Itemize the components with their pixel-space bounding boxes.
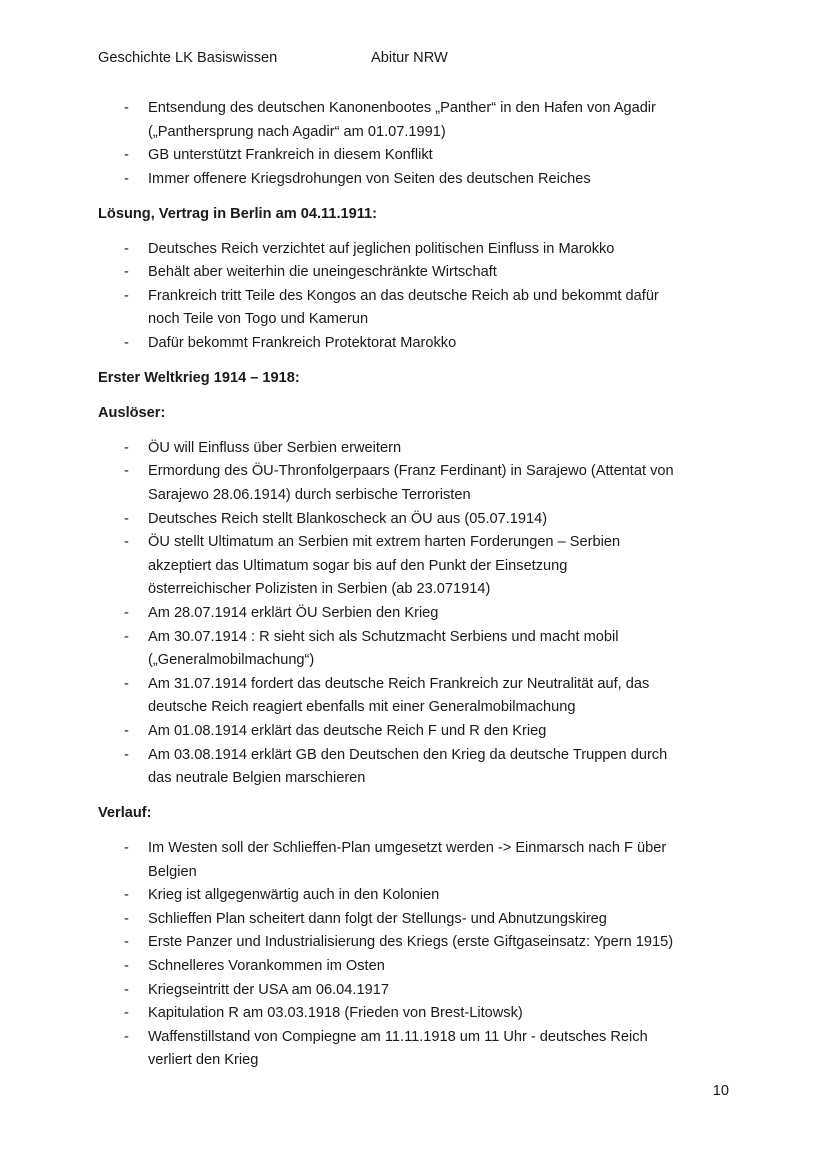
bullet-dash-icon: - bbox=[124, 240, 129, 257]
bullet-dash-icon: - bbox=[124, 887, 129, 904]
bullet-dash-icon: - bbox=[124, 957, 129, 974]
bullet-dash-icon: - bbox=[124, 628, 129, 645]
list-item bbox=[98, 285, 738, 332]
list-item bbox=[98, 238, 738, 262]
list-item-text: Belgien bbox=[148, 863, 197, 880]
list-item-text: Deutsches Reich stellt Blankoscheck an ÖU aus (05.07.1914) bbox=[148, 510, 548, 527]
list-item-text: Entsendung des deutschen Kanonenbootes „Panther“ in den Hafen von Agadir bbox=[148, 99, 656, 116]
list-item bbox=[98, 460, 738, 507]
list-item bbox=[98, 955, 738, 979]
bullet-dash-icon: - bbox=[124, 746, 129, 763]
list-item bbox=[98, 884, 738, 908]
list-item-text: Am 03.08.1914 erklärt GB den Deutschen den Krieg da deutsche Truppen durch bbox=[148, 746, 668, 763]
section-heading: Auslöser: bbox=[98, 405, 166, 422]
section-heading: Verlauf: bbox=[98, 805, 152, 822]
list-item bbox=[98, 1002, 738, 1026]
list-item-text: Ermordung des ÖU-Thronfolgerpaars (Franz Ferdinant) in Sarajewo (Attentat von bbox=[148, 463, 674, 480]
page-header bbox=[98, 47, 738, 71]
list-item bbox=[98, 931, 738, 955]
bullet-dash-icon: - bbox=[124, 510, 129, 527]
list-item bbox=[98, 531, 738, 602]
page-number: 10 bbox=[712, 1083, 729, 1099]
bullet-dash-icon: - bbox=[124, 934, 129, 951]
list-item-text: akzeptiert das Ultimatum sogar bis auf den Punkt der Einsetzung bbox=[148, 557, 568, 574]
list-item-text: Krieg ist allgegenwärtig auch in den Kolonien bbox=[148, 887, 440, 904]
document-page bbox=[98, 47, 738, 1073]
bullet-dash-icon: - bbox=[124, 534, 129, 551]
list-item-text: Erste Panzer und Industrialisierung des Kriegs (erste Giftgaseinsatz: Ypern 1915) bbox=[148, 934, 674, 951]
list-item-text: Immer offenere Kriegsdrohungen von Seiten des deutschen Reiches bbox=[148, 170, 591, 187]
list-item bbox=[98, 602, 738, 626]
bullet-dash-icon: - bbox=[124, 439, 129, 456]
bullet-dash-icon: - bbox=[124, 723, 129, 740]
list-item-text: Am 28.07.1914 erklärt ÖU Serbien den Krieg bbox=[148, 605, 439, 622]
bullet-list bbox=[98, 437, 738, 791]
bullet-dash-icon: - bbox=[124, 334, 129, 351]
bullet-dash-icon: - bbox=[124, 463, 129, 480]
list-item bbox=[98, 508, 738, 532]
bullet-dash-icon: - bbox=[124, 170, 129, 187]
bullet-dash-icon: - bbox=[124, 99, 129, 116]
list-item-text: Frankreich tritt Teile des Kongos an das deutsche Reich ab und bekommt dafür bbox=[148, 287, 659, 304]
list-item-text: Schnelleres Vorankommen im Osten bbox=[148, 957, 385, 974]
list-item bbox=[98, 261, 738, 285]
bullet-list bbox=[98, 837, 738, 1073]
list-item-text: Im Westen soll der Schlieffen-Plan umgesetzt werden -> Einmarsch nach F über bbox=[148, 839, 667, 856]
bullet-dash-icon: - bbox=[124, 675, 129, 692]
bullet-dash-icon: - bbox=[124, 264, 129, 281]
list-item bbox=[98, 97, 738, 144]
list-item bbox=[98, 837, 738, 884]
bullet-dash-icon: - bbox=[124, 287, 129, 304]
list-item bbox=[98, 144, 738, 168]
list-item-text: noch Teile von Togo und Kamerun bbox=[148, 311, 369, 328]
list-item-text: deutsche Reich reagiert ebenfalls mit einer Generalmobilmachung bbox=[148, 699, 576, 716]
list-item bbox=[98, 744, 738, 791]
section-heading: Lösung, Vertrag in Berlin am 04.11.1911: bbox=[98, 205, 378, 222]
list-item-text: Kriegseintritt der USA am 06.04.1917 bbox=[148, 981, 389, 998]
list-item-text: GB unterstützt Frankreich in diesem Konflikt bbox=[148, 147, 433, 164]
list-item-text: das neutrale Belgien marschieren bbox=[148, 770, 366, 787]
list-item-text: Am 01.08.1914 erklärt das deutsche Reich F und R den Krieg bbox=[148, 723, 547, 740]
bullet-dash-icon: - bbox=[124, 1005, 129, 1022]
bullet-dash-icon: - bbox=[124, 605, 129, 622]
list-item-text: ÖU stellt Ultimatum an Serbien mit extrem harten Forderungen – Serbien bbox=[148, 534, 621, 551]
list-item-text: Am 30.07.1914 : R sieht sich als Schutzmacht Serbiens und macht mobil bbox=[148, 628, 619, 645]
list-item bbox=[98, 673, 738, 720]
list-item-text: Dafür bekommt Frankreich Protektorat Marokko bbox=[148, 334, 457, 351]
section-heading: Erster Weltkrieg 1914 – 1918: bbox=[98, 370, 300, 387]
document-content bbox=[98, 97, 738, 1073]
list-item-text: Am 31.07.1914 fordert das deutsche Reich Frankreich zur Neutralität auf, das bbox=[148, 675, 650, 692]
list-item-text: Deutsches Reich verzichtet auf jeglichen politischen Einfluss in Marokko bbox=[148, 240, 615, 257]
header-subtitle: Abitur NRW bbox=[371, 50, 448, 66]
list-item bbox=[98, 626, 738, 673]
bullet-dash-icon: - bbox=[124, 147, 129, 164]
bullet-list bbox=[98, 97, 738, 191]
list-item bbox=[98, 720, 738, 744]
list-item bbox=[98, 1026, 738, 1073]
bullet-dash-icon: - bbox=[124, 839, 129, 856]
list-item-text: („Generalmobilmachung“) bbox=[148, 652, 315, 669]
list-item bbox=[98, 332, 738, 356]
bullet-dash-icon: - bbox=[124, 910, 129, 927]
list-item-text: Schlieffen Plan scheitert dann folgt der Stellungs- und Abnutzungskireg bbox=[148, 910, 607, 927]
list-item bbox=[98, 437, 738, 461]
header-title: Geschichte LK Basiswissen bbox=[98, 50, 278, 66]
list-item-text: („Panthersprung nach Agadir“ am 01.07.1991) bbox=[148, 123, 446, 140]
list-item-text: Behält aber weiterhin die uneingeschränkte Wirtschaft bbox=[148, 264, 497, 281]
list-item bbox=[98, 908, 738, 932]
list-item-text: Waffenstillstand von Compiegne am 11.11.1918 um 11 Uhr - deutsches Reich bbox=[148, 1028, 648, 1045]
bullet-list bbox=[98, 238, 738, 356]
list-item bbox=[98, 168, 738, 192]
bullet-dash-icon: - bbox=[124, 1028, 129, 1045]
bullet-dash-icon: - bbox=[124, 981, 129, 998]
list-item-text: verliert den Krieg bbox=[148, 1052, 259, 1069]
list-item-text: ÖU will Einfluss über Serbien erweitern bbox=[148, 439, 402, 456]
list-item bbox=[98, 979, 738, 1003]
list-item-text: Kapitulation R am 03.03.1918 (Frieden von Brest-Litowsk) bbox=[148, 1005, 523, 1022]
list-item-text: österreichischer Polizisten in Serbien (ab 23.071914) bbox=[148, 581, 491, 598]
list-item-text: Sarajewo 28.06.1914) durch serbische Terroristen bbox=[148, 487, 471, 504]
